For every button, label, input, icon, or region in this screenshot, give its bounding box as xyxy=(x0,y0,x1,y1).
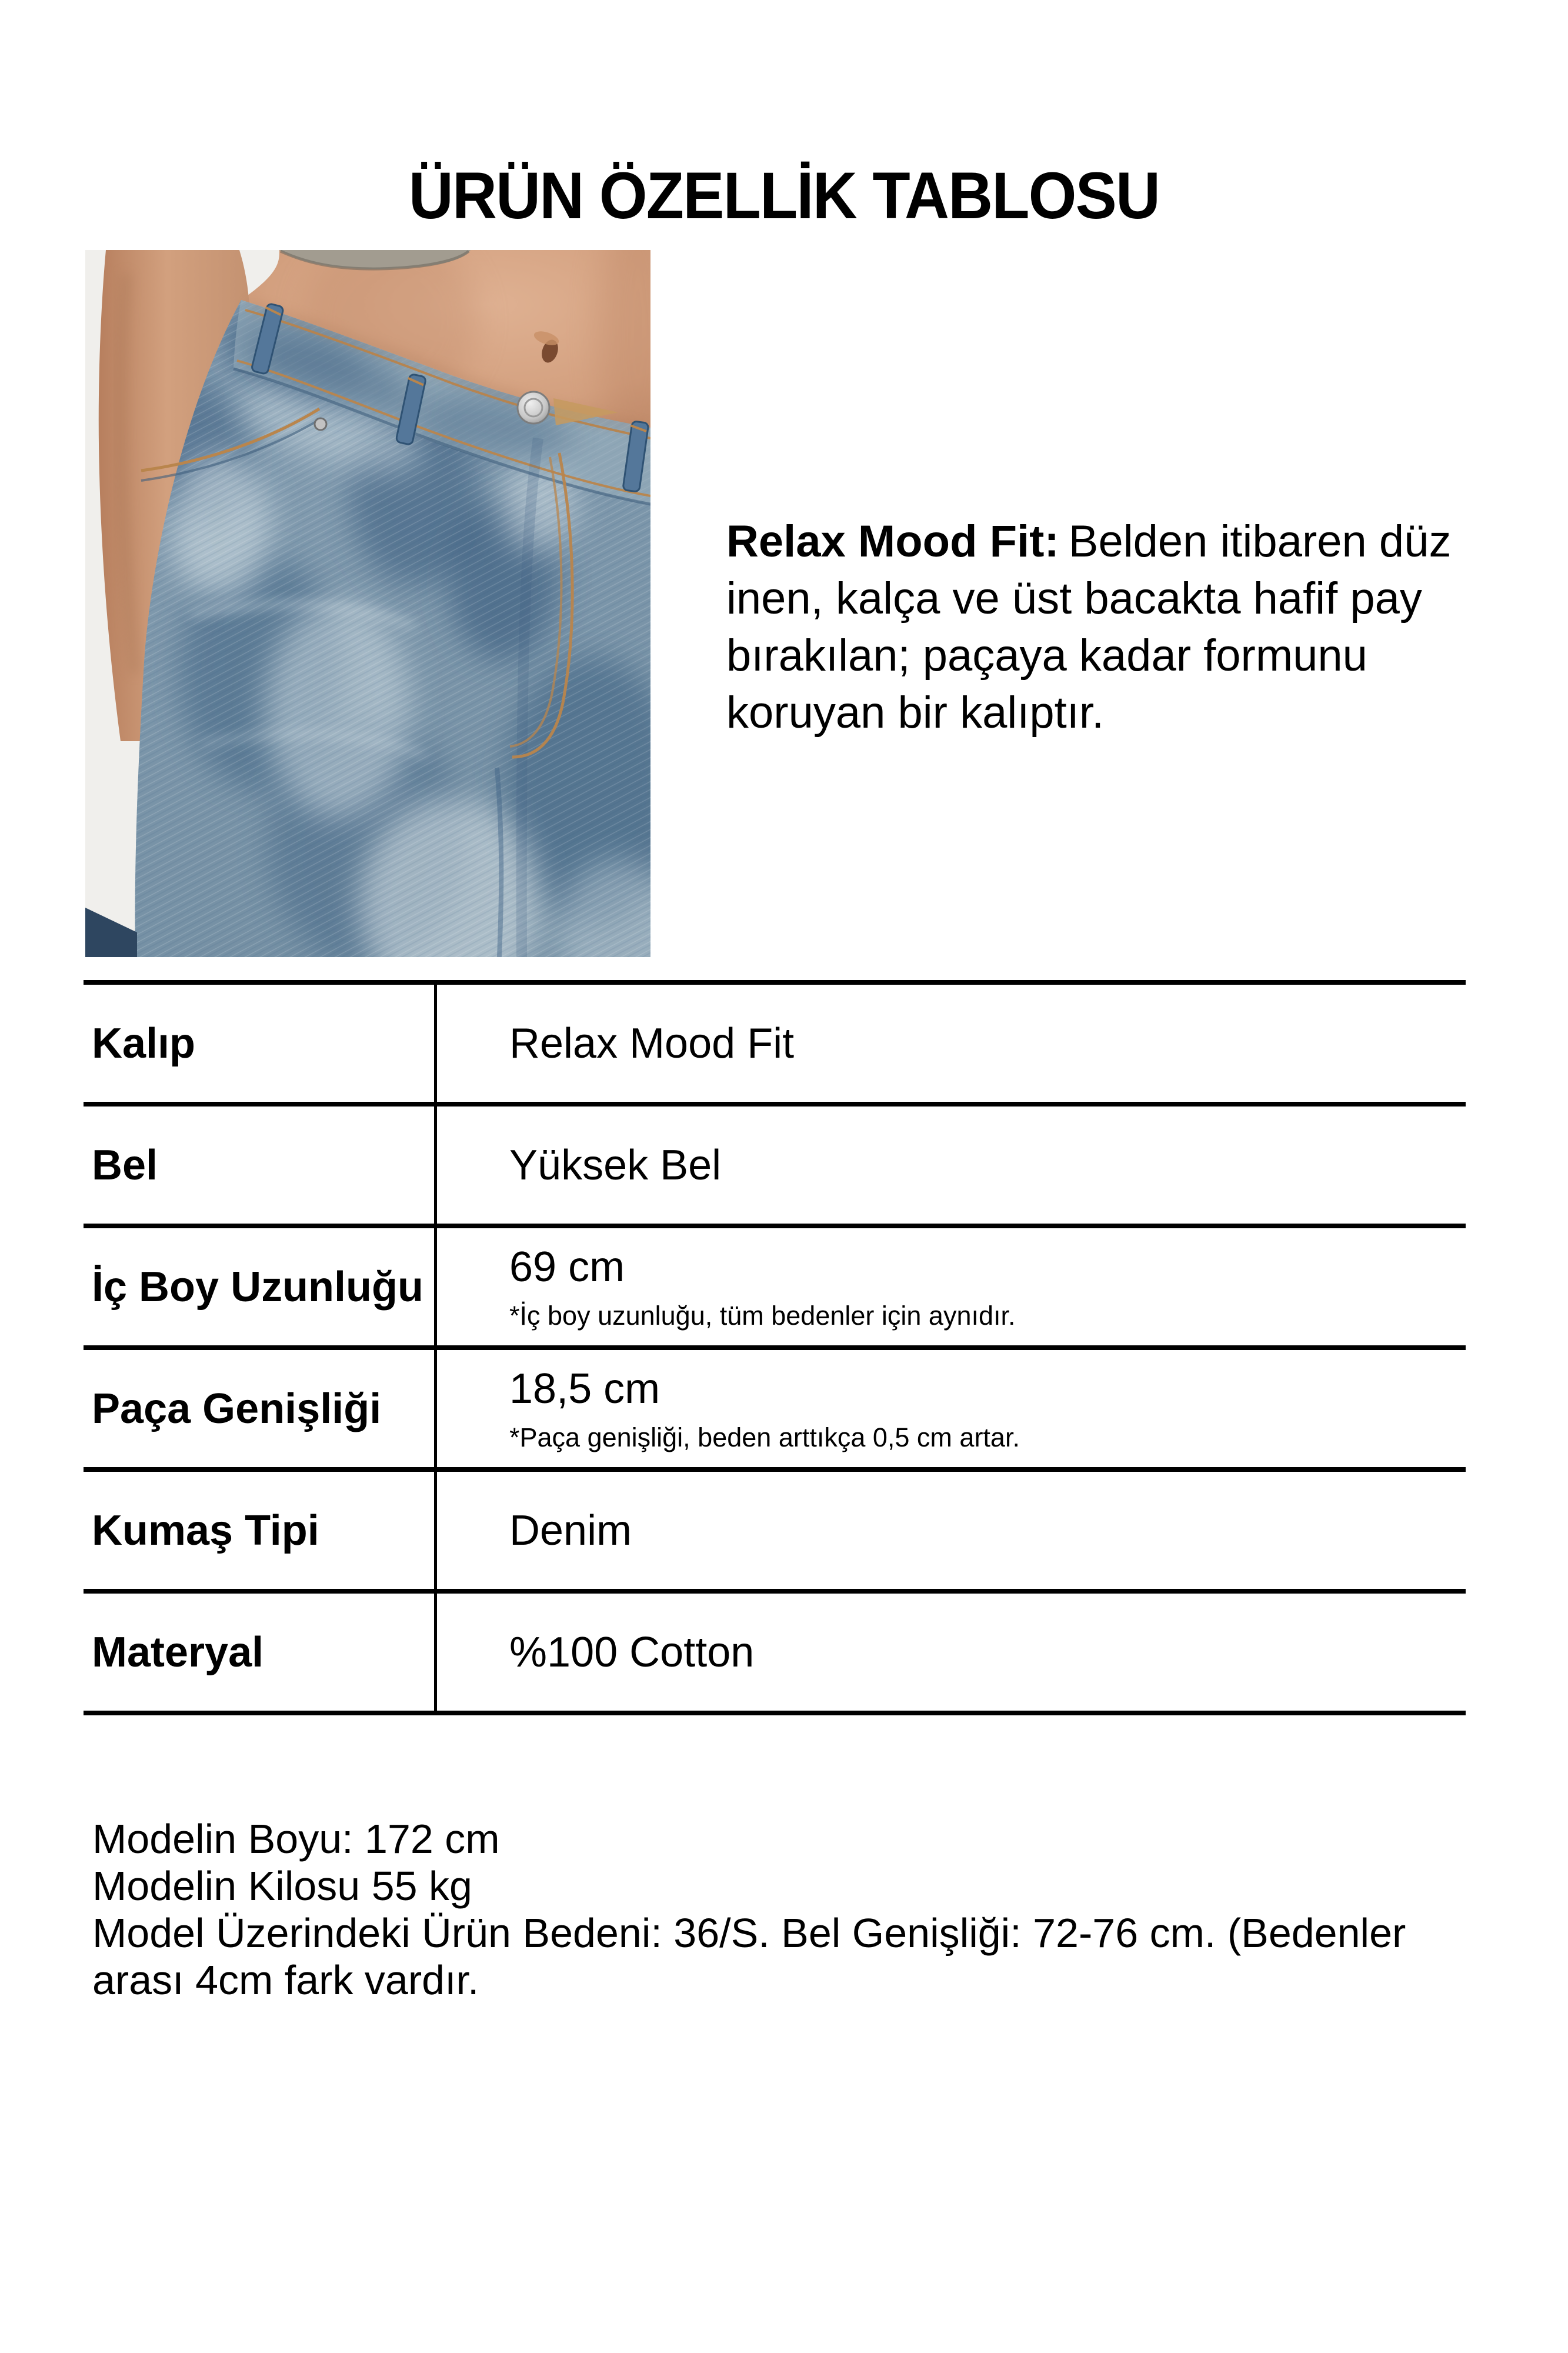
page-title: ÜRÜN ÖZELLİK TABLOSU xyxy=(408,159,1160,232)
row-label: Kumaş Tipi xyxy=(92,1507,319,1554)
model-weight: Modelin Kilosu 55 kg xyxy=(92,1863,472,1909)
row-label: İç Boy Uzunluğu xyxy=(92,1263,423,1311)
fit-description-text: Belden itibaren düz xyxy=(1068,516,1452,566)
row-value-cell xyxy=(437,1507,1466,1555)
model-size-line: Model Üzerindeki Ürün Bedeni: 36/S. Bel Genişliği: 72-76 cm. (Bedenler xyxy=(92,1910,1406,1956)
product-photo xyxy=(85,250,650,957)
table-row-materyal xyxy=(84,1594,1466,1711)
fit-description-line xyxy=(726,513,1562,570)
jeans-photo-illustration xyxy=(85,250,650,957)
row-value: %100 Cotton xyxy=(509,1628,755,1676)
row-value-cell xyxy=(437,1365,1466,1453)
row-value: Yüksek Bel xyxy=(509,1141,722,1189)
model-size-line-wrap: arası 4cm fark vardır. xyxy=(92,1957,479,2003)
table-row-kumas xyxy=(84,1472,1466,1594)
fit-name-label: Relax Mood Fit: xyxy=(726,516,1059,566)
table-row-paca xyxy=(84,1350,1466,1472)
row-label: Bel xyxy=(92,1141,158,1189)
row-note: *İç boy uzunluğu, tüm bedenler için aynıdır. xyxy=(509,1300,1016,1331)
fit-description-line: bırakılan; paçaya kadar formunu xyxy=(726,631,1367,681)
fit-description-line: koruyan bir kalıptır. xyxy=(726,688,1105,738)
row-label: Materyal xyxy=(92,1628,264,1676)
row-value-cell xyxy=(437,1243,1466,1331)
row-value: 69 cm xyxy=(509,1243,625,1291)
table-row-kalip xyxy=(84,985,1466,1106)
row-value-cell xyxy=(437,1628,1466,1677)
row-value-cell xyxy=(437,1141,1466,1189)
spec-table xyxy=(84,980,1466,1715)
row-label: Kalıp xyxy=(92,1019,196,1067)
row-value-cell xyxy=(437,1019,1466,1068)
row-label: Paça Genişliği xyxy=(92,1385,382,1432)
row-note: *Paça genişliği, beden arttıkça 0,5 cm artar. xyxy=(509,1422,1020,1452)
table-row-bel xyxy=(84,1106,1466,1228)
row-value: Relax Mood Fit xyxy=(509,1019,795,1067)
row-value: 18,5 cm xyxy=(509,1365,660,1412)
fit-description-line: inen, kalça ve üst bacakta hafif pay xyxy=(726,574,1422,624)
row-value: Denim xyxy=(509,1507,632,1554)
fit-description xyxy=(726,513,1562,741)
model-height: Modelin Boyu: 172 cm xyxy=(92,1816,500,1862)
table-row-ic-boy xyxy=(84,1228,1466,1350)
model-info xyxy=(92,1815,1406,2004)
